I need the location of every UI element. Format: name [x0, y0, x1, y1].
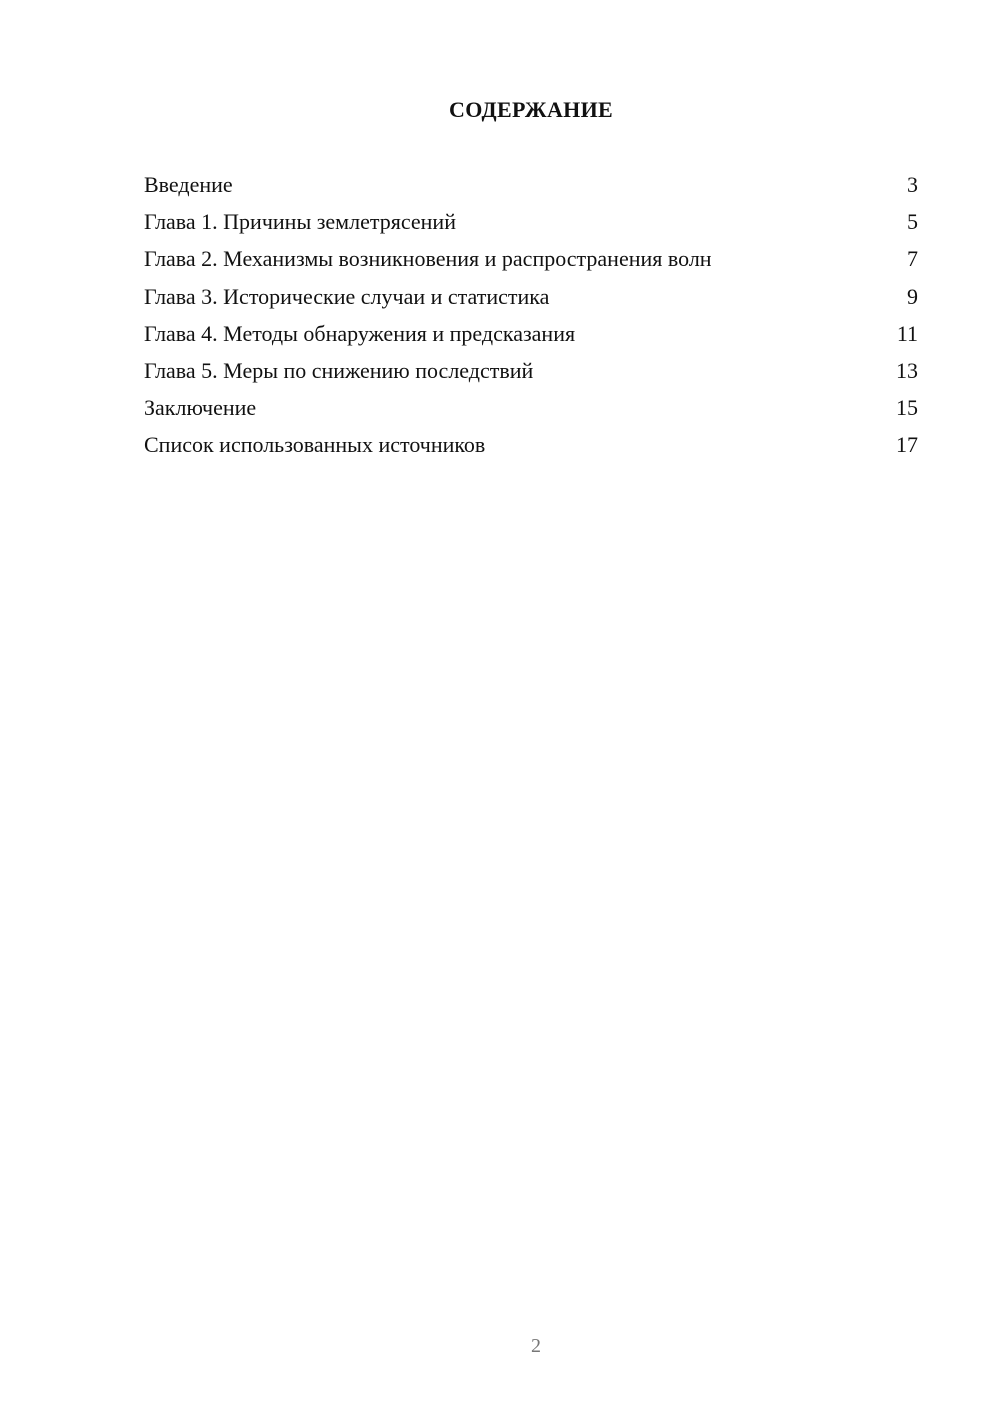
toc-item-page: 7 [907, 246, 918, 272]
toc-item-title: Глава 3. Исторические случаи и статистика [144, 283, 550, 309]
page-number: 2 [531, 1335, 541, 1357]
toc-item-page: 13 [896, 357, 918, 383]
toc-item-page: 17 [896, 432, 918, 458]
toc-item-chapter-4 [144, 315, 918, 352]
toc-item-page: 9 [907, 283, 918, 309]
toc-item-introduction [144, 166, 918, 203]
toc-item-conclusion [144, 389, 918, 426]
toc-item-title: Глава 2. Механизмы возникновения и распространения волн [144, 246, 712, 272]
toc-item-title: Глава 1. Причины землетрясений [144, 209, 456, 235]
page-title: СОДЕРЖАНИЕ [449, 97, 613, 122]
toc-item-page: 15 [896, 395, 918, 421]
toc-item-page: 5 [907, 209, 918, 235]
toc-item-title: Заключение [144, 395, 257, 421]
toc-item-page: 3 [907, 172, 918, 197]
table-of-contents [144, 166, 918, 464]
toc-item-title: Глава 4. Методы обнаружения и предсказания [144, 320, 576, 346]
toc-item-title: Введение [144, 172, 233, 197]
toc-item-references [144, 426, 918, 463]
toc-item-title: Список использованных источников [144, 432, 486, 458]
toc-item-chapter-5 [144, 352, 918, 389]
toc-item-chapter-1 [144, 203, 918, 240]
toc-item-title: Глава 5. Меры по снижению последствий [144, 357, 534, 383]
toc-item-chapter-2 [144, 240, 918, 277]
toc-item-page: 11 [896, 320, 918, 346]
toc-item-chapter-3 [144, 278, 918, 315]
